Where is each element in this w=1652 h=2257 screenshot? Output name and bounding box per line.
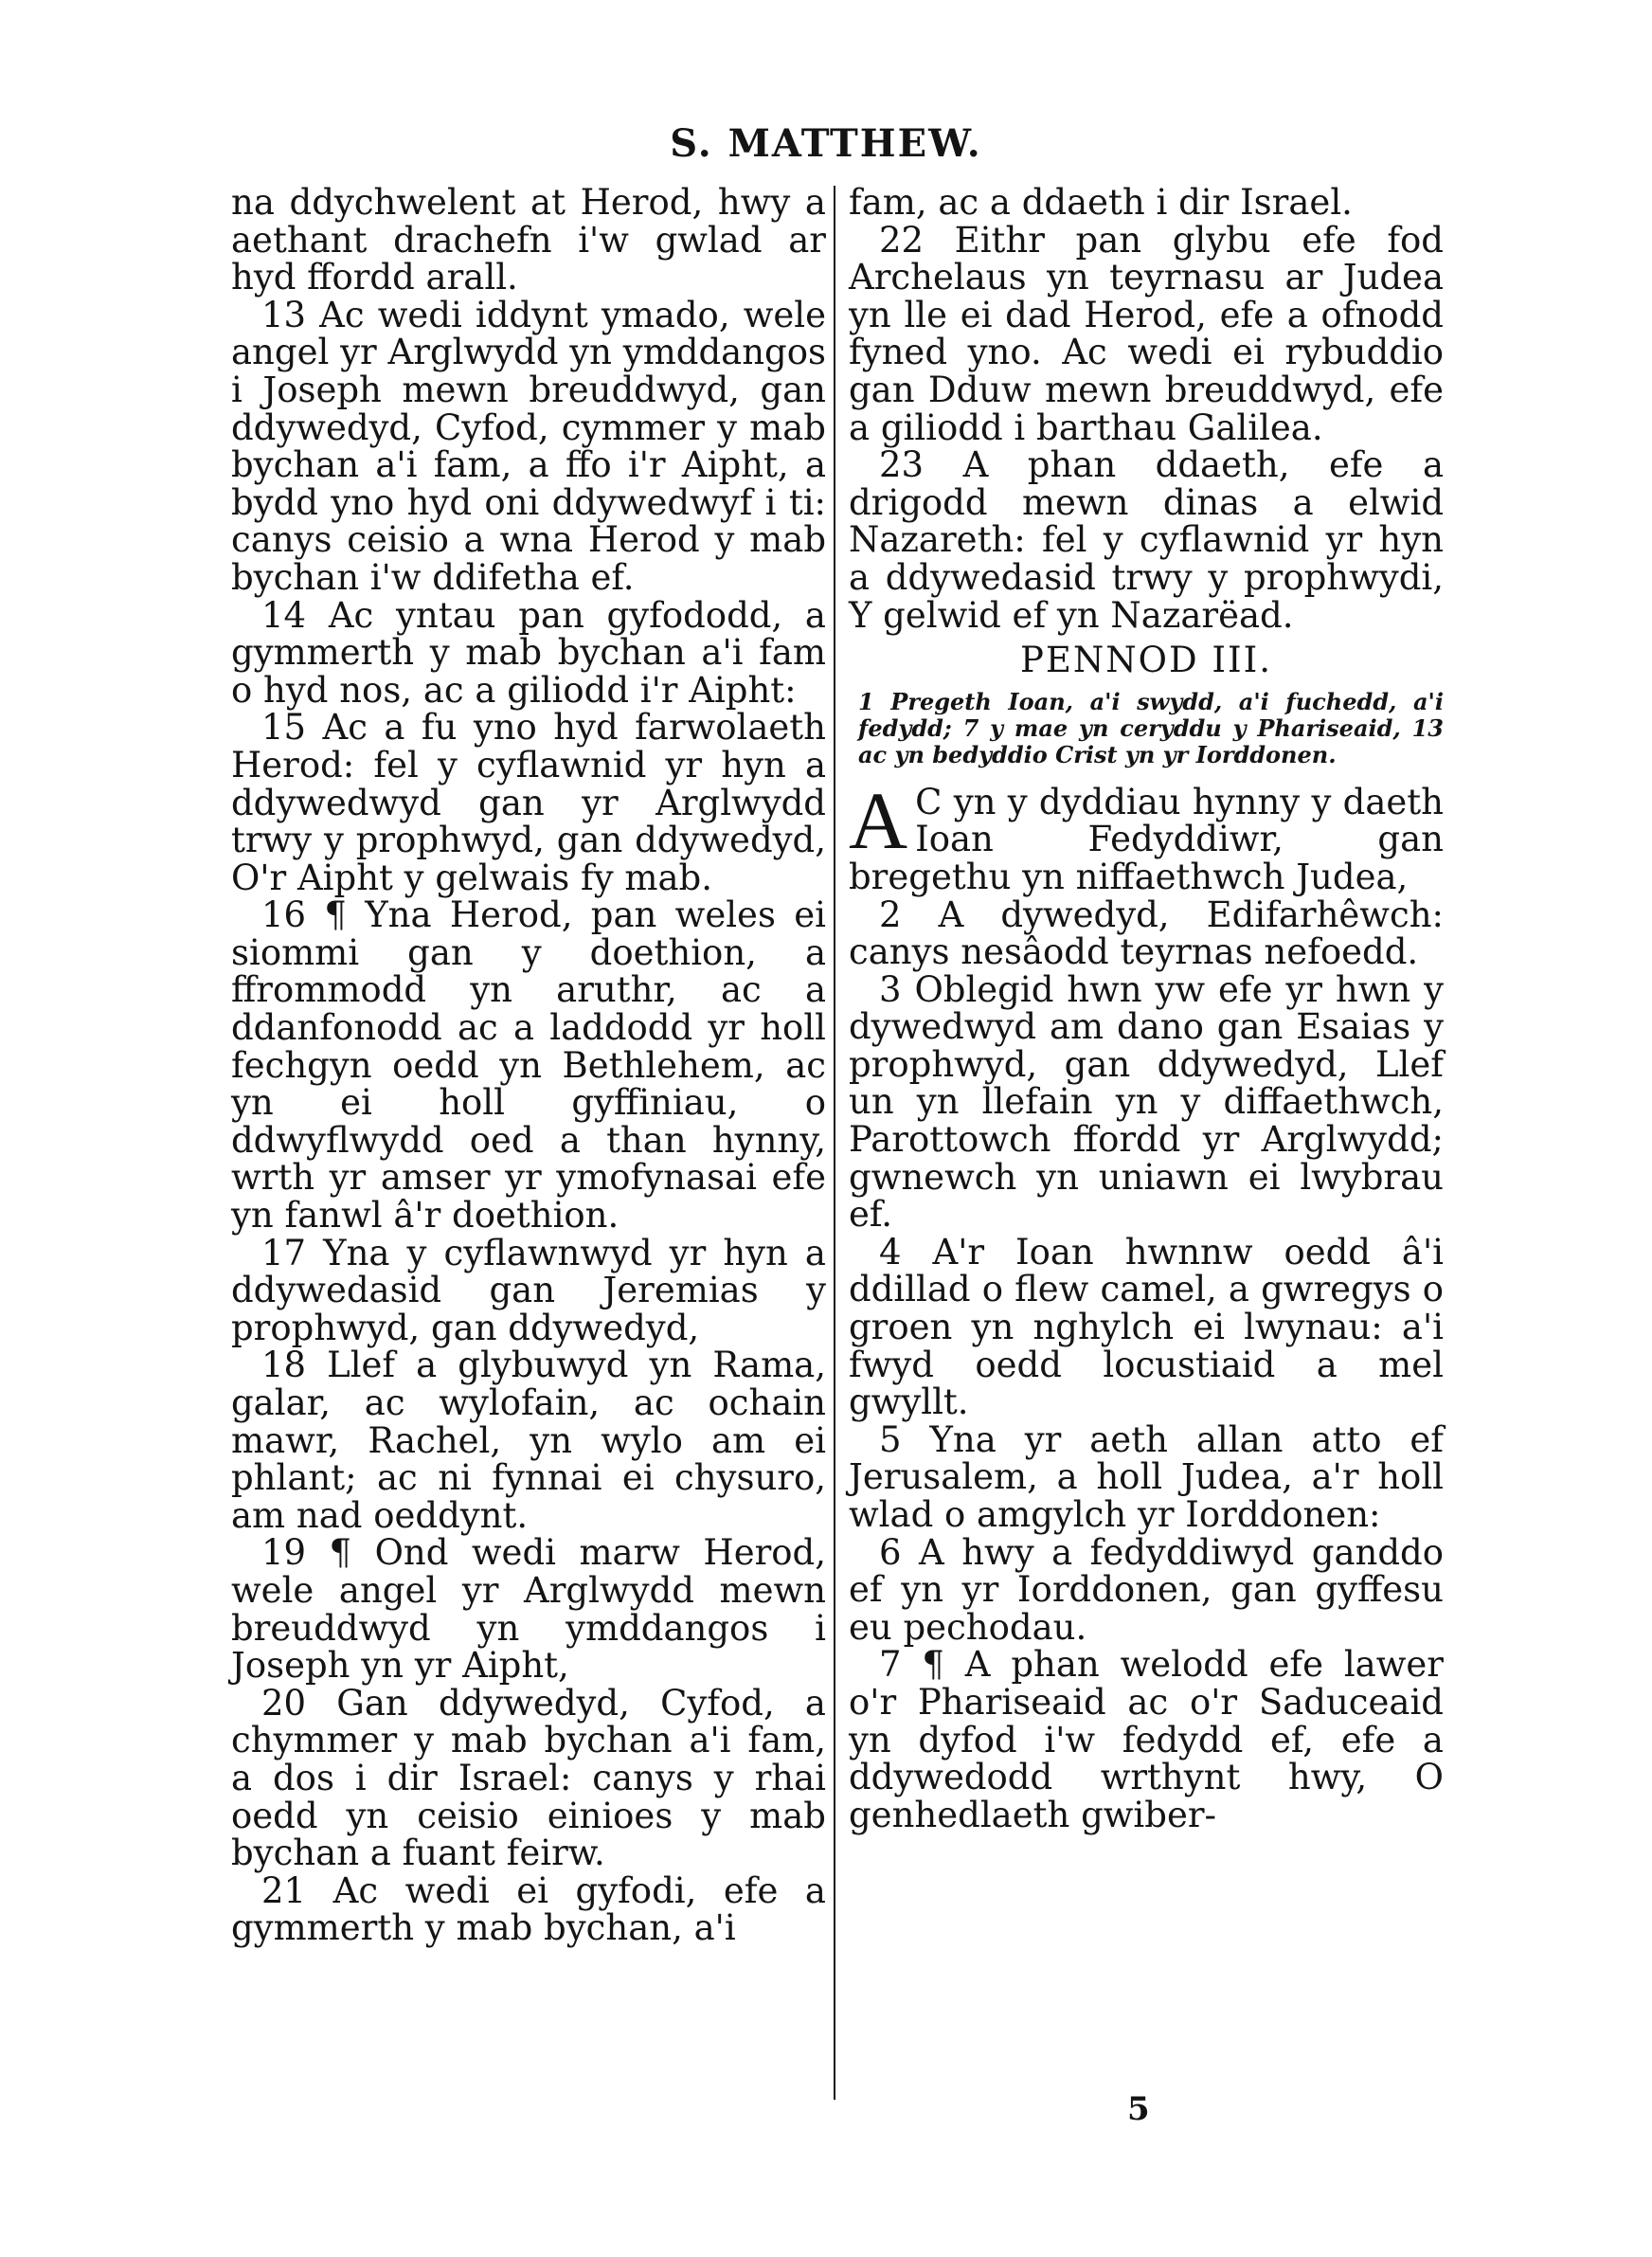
verse-text: 4 A'r Ioan hwnnw oedd â'i ddillad o flew camel, a gwregys o groen yn nghylch ei lwynau: a'i fwyd oedd locustiaid a mel gwyllt. (849, 1231, 1444, 1423)
drop-cap: A (849, 774, 908, 866)
column-divider (834, 186, 835, 2100)
verse-text: 23 A phan ddaeth, efe a drigodd mewn dinas a elwid Nazareth: fel y cyflawnid yr hyn a ddywedasid trwy y prophwydi, Y gelwid ef yn Nazarëad. (849, 444, 1444, 636)
chapter-first-verse (849, 774, 1444, 897)
verse-text: 6 A hwy a fedyddiwyd ganddo ef yn yr Iorddonen, gan gyffesu eu pechodau. (849, 1531, 1444, 1648)
first-verse-text: C yn y dyddiau hynny y daeth Ioan Fedyddiwr, gan bregethu yn niffaethwch Judea, (849, 781, 1444, 897)
verse-text: 13 Ac wedi iddynt ymado, wele angel yr Arglwydd yn ymddangos i Joseph mewn breuddwyd, gan ddywedyd, Cyfod, cymmer y mab bychan a'i fam, a ffo i'r Aipht, a bydd yno hyd oni ddywedwyf i ti: canys ceisio a wna Herod y mab bychan i'w ddifetha ef. (231, 294, 826, 598)
right-column (849, 184, 1444, 1833)
verse-text: 14 Ac yntau pan gyfododd, a gymmerth y mab bychan a'i fam o hyd nos, ac a giliodd i'r Aipht: (231, 594, 826, 711)
verse-text: 21 Ac wedi ei gyfodi, efe a gymmerth y mab bychan, a'i (231, 1869, 826, 1949)
verse-text: 18 Llef a glybuwyd yn Rama, galar, ac wylofain, ac ochain mawr, Rachel, yn wylo am ei phlant; ac ni fynnai ei chysuro, am nad oeddynt. (231, 1345, 826, 1536)
chapter-summary: 1 Pregeth Ioan, a'i swydd, a'i fuchedd, a'i fedydd; 7 y mae yn ceryddu y Phariseaid, 13 ac yn bedyddio Crist yn yr Iorddonen. (858, 687, 1444, 768)
verse-text: 17 Yna y cyflawnwyd yr hyn a ddywedasid gan Jeremias y prophwyd, gan ddywedyd, (231, 1232, 826, 1348)
running-head: S. MATTHEW. (670, 121, 982, 166)
verse-text: 16 ¶ Yna Herod, pan weles ei siommi gan y doethion, a ffrommodd yn aruthr, ac a ddanfonodd ac a laddodd yr holl fechgyn oedd yn Bethlehem, ac yn ei holl gyffiniau, o ddwyflwydd oed a than hynny, wrth yr amser yr ymofynasai efe yn fanwl â'r doethion. (231, 894, 826, 1237)
verse-text: 3 Oblegid hwn yw efe yr hwn y dywedwyd am dano gan Esaias y prophwyd, gan ddywedyd, Llef un yn llefain yn y diffaethwch, Parottowch ffordd yr Arglwydd; gwnewch yn uniawn ei lwybrau ef. (849, 968, 1444, 1236)
verse-text: 19 ¶ Ond wedi marw Herod, wele angel yr Arglwydd mewn breuddwyd yn ymddangos i Joseph yn yr Aipht, (231, 1532, 826, 1687)
verse-text: fam, ac a ddaeth i dir Israel. (849, 182, 1353, 223)
verse-text: 15 Ac a fu yno hyd farwolaeth Herod: fel y cyflawnid yr hyn a ddywedwyd gan yr Arglwydd trwy y prophwyd, gan ddywedyd, O'r Aipht y gelwais fy mab. (231, 707, 826, 898)
verse-text: na ddychwelent at Herod, hwy a aethant drachefn i'w gwlad ar hyd ffordd arall. (231, 182, 826, 298)
verse-text: 20 Gan ddywedyd, Cyfod, a chymmer y mab bychan a'i fam, a dos i dir Israel: canys y rhai oedd yn ceisio einioes y mab bychan a fuant feirw. (231, 1682, 826, 1874)
chapter-heading: PENNOD III. (1019, 640, 1273, 681)
left-column (231, 184, 826, 1947)
page-number: 5 (1127, 2090, 1150, 2128)
verse-text: 5 Yna yr aeth allan atto ef Jerusalem, a holl Judea, a'r holl wlad o amgylch yr Iorddonen: (849, 1418, 1444, 1535)
verse-text: 2 A dywedyd, Edifarhêwch: canys nesâodd teyrnas nefoedd. (849, 894, 1444, 973)
verse-text: 7 ¶ A phan welodd efe lawer o'r Phariseaid ac o'r Saduceaid yn dyfod i'w fedydd ef, efe a ddywedodd wrthynt hwy, O genhedlaeth gwiber- (849, 1644, 1444, 1835)
verse-text: 22 Eithr pan glybu efe fod Archelaus yn teyrnasu ar Judea yn lle ei dad Herod, efe a ofnodd fyned yno. Ac wedi ei rybuddio gan Dduw mewn breuddwyd, efe a giliodd i barthau Galilea. (849, 219, 1444, 448)
